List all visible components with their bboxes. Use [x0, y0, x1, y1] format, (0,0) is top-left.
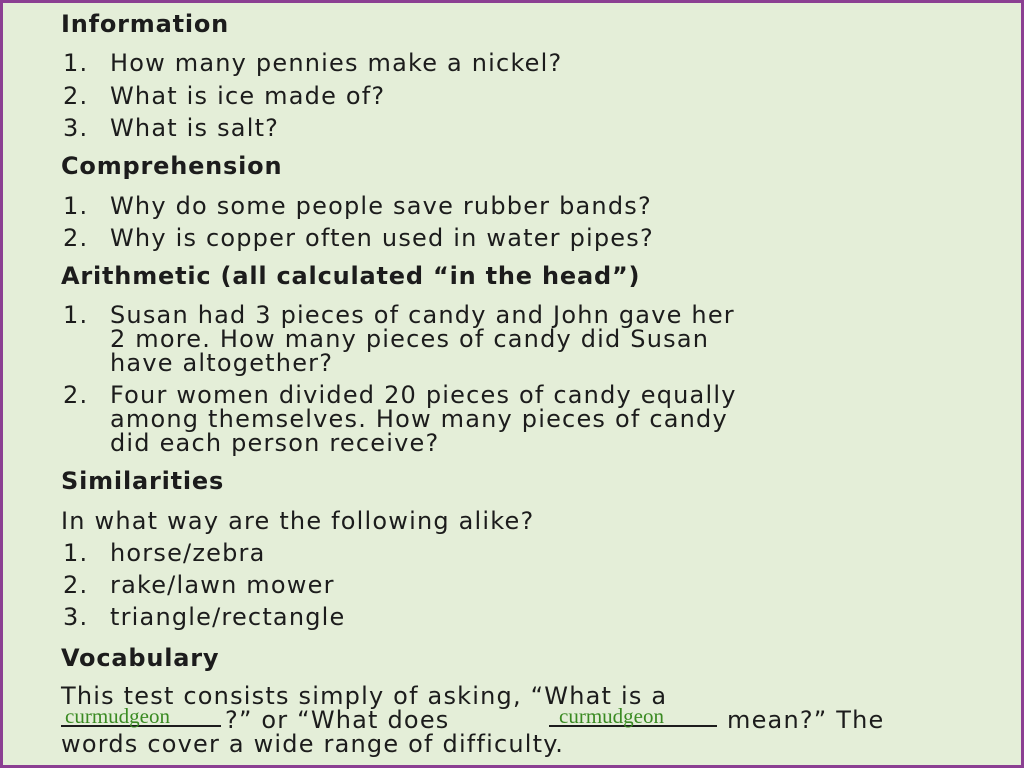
arithmetic-item-1-line-3: have altogether? [110, 349, 334, 377]
comprehension-item-1: Why do some people save rubber bands? [110, 192, 652, 220]
arithmetic-item-2-line-3: did each person receive? [110, 429, 440, 457]
comprehension-item-1-number: 1. [63, 192, 89, 220]
vocabulary-line-1: This test consists simply of asking, “What is a [61, 682, 668, 710]
similarities-heading: Similarities [61, 467, 225, 495]
information-item-2: What is ice made of? [110, 82, 386, 110]
similarities-item-3: triangle/rectangle [110, 603, 346, 631]
similarities-item-1-number: 1. [63, 539, 89, 567]
vocabulary-fill-word-1: curmudgeon [65, 704, 170, 728]
information-item-3: What is salt? [110, 114, 280, 142]
comprehension-item-2-number: 2. [63, 224, 89, 252]
arithmetic-item-1-line-2: 2 more. How many pieces of candy did Susan [110, 325, 710, 353]
vocabulary-line-2-middle: ?” or “What does [225, 706, 450, 734]
similarities-item-1: horse/zebra [110, 539, 266, 567]
information-item-3-number: 3. [63, 114, 89, 142]
similarities-item-2-number: 2. [63, 571, 89, 599]
comprehension-item-2: Why is copper often used in water pipes? [110, 224, 654, 252]
arithmetic-item-2-number: 2. [63, 381, 89, 409]
arithmetic-item-2-line-2: among themselves. How many pieces of candy [110, 405, 728, 433]
arithmetic-item-2-line-1: Four women divided 20 pieces of candy equally [110, 381, 737, 409]
vocabulary-line-2-end: mean?” The [727, 706, 885, 734]
information-item-1: How many pennies make a nickel? [110, 49, 563, 77]
arithmetic-heading: Arithmetic (all calculated “in the head”) [61, 262, 641, 290]
comprehension-heading: Comprehension [61, 152, 283, 180]
arithmetic-item-1-line-1: Susan had 3 pieces of candy and John gave her [110, 301, 735, 329]
information-item-2-number: 2. [63, 82, 89, 110]
information-item-1-number: 1. [63, 49, 89, 77]
arithmetic-item-1-number: 1. [63, 301, 89, 329]
vocabulary-line-3: words cover a wide range of difficulty. [61, 730, 565, 758]
similarities-intro: In what way are the following alike? [61, 507, 535, 535]
information-heading: Information [61, 10, 230, 38]
similarities-item-3-number: 3. [63, 603, 89, 631]
similarities-item-2: rake/lawn mower [110, 571, 335, 599]
vocabulary-fill-word-2: curmudgeon [559, 704, 664, 728]
vocabulary-heading: Vocabulary [61, 644, 220, 672]
